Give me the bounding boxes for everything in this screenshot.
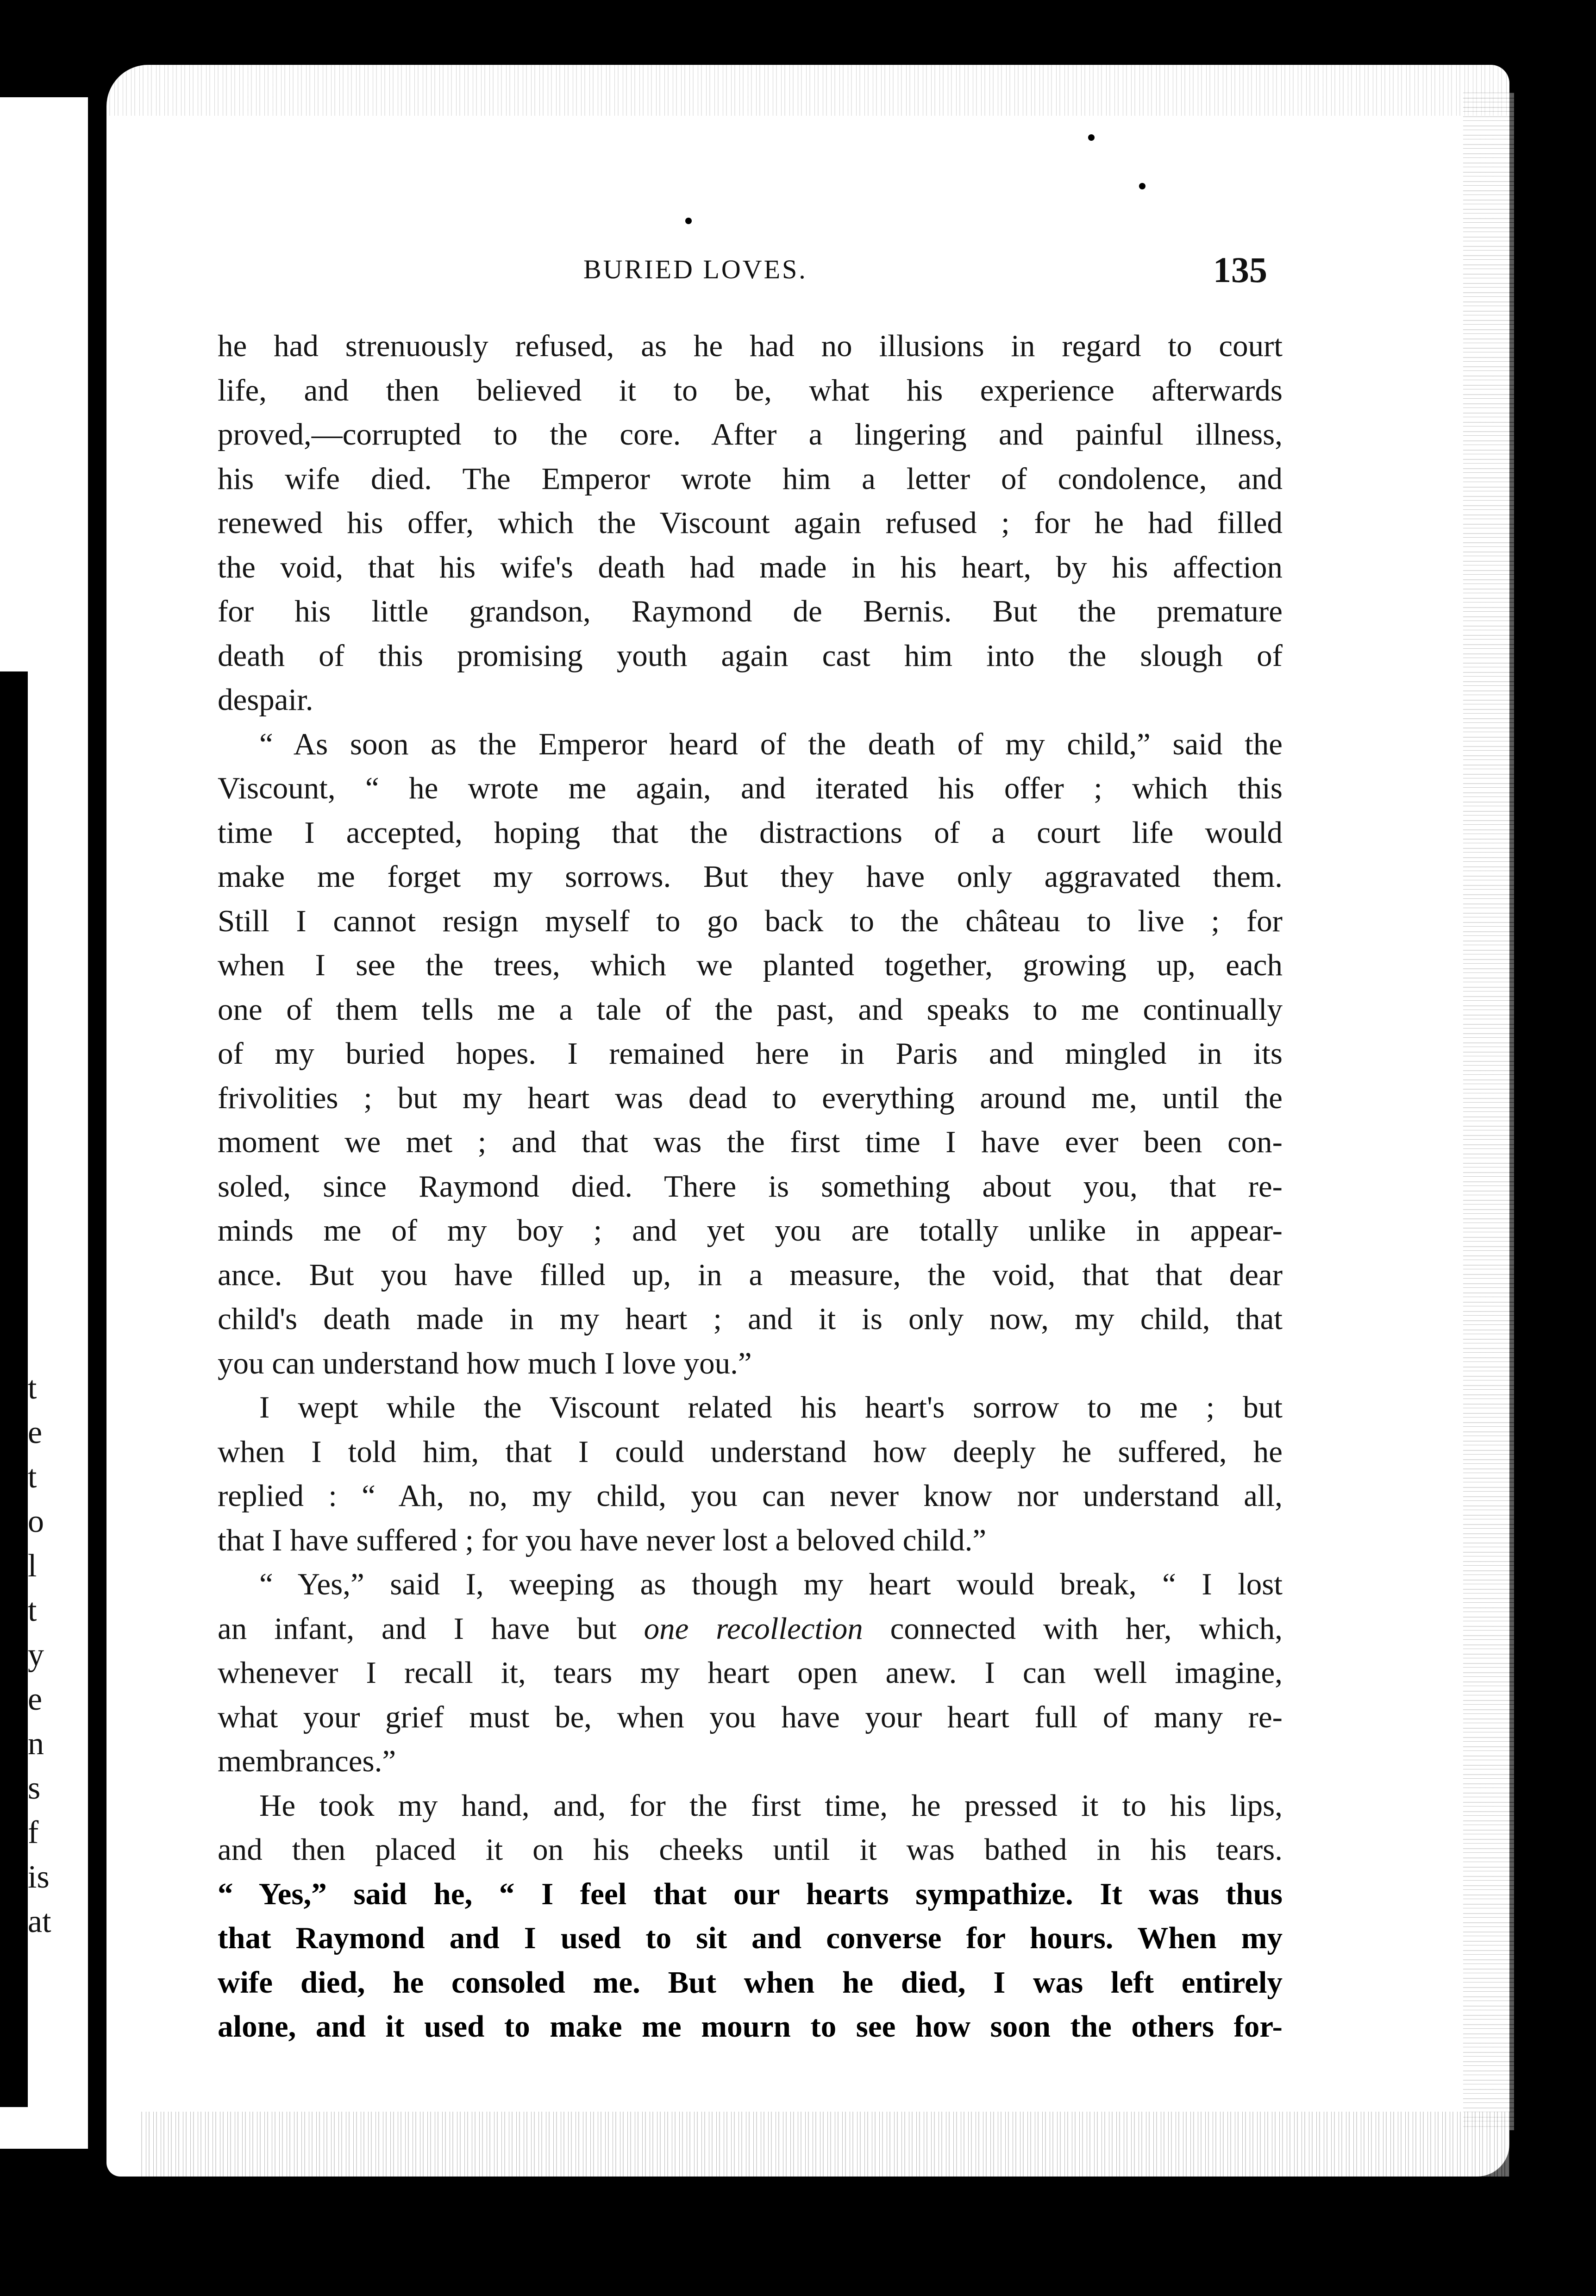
scan-speck	[1139, 183, 1145, 189]
text-line: minds me of my boy ; and yet you are totally unlike in appear-	[218, 1213, 1283, 1248]
scan-noise-bottom	[139, 2112, 1509, 2177]
body-text	[218, 324, 1283, 2049]
facing-letter: l	[28, 1548, 37, 1584]
facing-letter: at	[28, 1904, 51, 1939]
text-line: of my buried hopes. I remained here in Paris and mingled in its	[218, 1036, 1283, 1071]
running-head: BURIED LOVES.	[583, 254, 807, 284]
text-line: soled, since Raymond died. There is something about you, that re-	[218, 1169, 1283, 1204]
scan-speck	[1088, 134, 1095, 141]
text-line: “ As soon as the Emperor heard of the death of my child,” said the	[259, 727, 1283, 761]
text-line: wife died, he consoled me. But when he died, I was left entirely	[218, 1965, 1283, 2000]
page-number: 135	[1213, 250, 1267, 290]
text-line: when I see the trees, which we planted together, growing up, each	[218, 948, 1283, 982]
facing-letter: e	[28, 1415, 43, 1450]
text-line: “ Yes,” said I, weeping as though my heart would break, “ I lost	[259, 1567, 1283, 1601]
emphasized-phrase: one recollection	[644, 1611, 863, 1646]
scan-speck	[685, 218, 692, 224]
text-line: time I accepted, hoping that the distractions of a court life would	[218, 815, 1283, 850]
scan-noise-right	[1463, 93, 1514, 2130]
text-line: moment we met ; and that was the first time I have ever been con-	[218, 1125, 1283, 1159]
text-line: renewed his offer, which the Viscount again refused ; for he had filled	[218, 506, 1283, 540]
text-line: that I have suffered ; for you have never lost a beloved child.”	[218, 1523, 987, 1557]
gutter-shadow	[0, 671, 28, 2107]
facing-letter: t	[28, 1370, 37, 1406]
text-line: I wept while the Viscount related his heart's sorrow to me ; but	[259, 1390, 1283, 1424]
facing-letter: n	[28, 1726, 44, 1762]
text-line: one of them tells me a tale of the past, and speaks to me continually	[218, 992, 1283, 1027]
text-segment: an infant, and I have but	[218, 1611, 617, 1646]
text-segment: connected with her, which,	[890, 1611, 1283, 1646]
text-line: child's death made in my heart ; and it is only now, my child, that	[218, 1302, 1283, 1336]
text-line: what your grief must be, when you have your heart full of many re-	[218, 1700, 1283, 1734]
text-line: and then placed it on his cheeks until it was bathed in his tears.	[218, 1832, 1283, 1867]
facing-page-text-fragments	[28, 1366, 83, 1944]
text-line: despair.	[218, 683, 313, 717]
text-line: “ Yes,” said he, “ I feel that our hearts sympathize. It was thus	[218, 1876, 1283, 1911]
text-line: membrances.”	[218, 1744, 396, 1778]
text-line: for his little grandson, Raymond de Bernis. But the premature	[218, 594, 1283, 628]
text-line: replied : “ Ah, no, my child, you can never know nor understand all,	[218, 1479, 1283, 1513]
facing-letter: f	[28, 1815, 39, 1851]
text-line-with-emphasis	[218, 1607, 1283, 1651]
text-line: life, and then believed it to be, what his experience afterwards	[218, 373, 1283, 408]
text-line: you can understand how much I love you.”	[218, 1346, 752, 1380]
text-line: Still I cannot resign myself to go back to the château to live ; for	[218, 903, 1283, 938]
facing-letter: y	[28, 1637, 44, 1673]
text-line: whenever I recall it, tears my heart open anew. I can well imagine,	[218, 1656, 1283, 1690]
text-line: ance. But you have filled up, in a measure, the void, that that dear	[218, 1257, 1283, 1292]
text-line: alone, and it used to make me mourn to see how soon the others for-	[218, 2009, 1283, 2044]
text-line: when I told him, that I could understand how deeply he suffered, he	[218, 1434, 1283, 1469]
facing-letter: is	[28, 1859, 50, 1895]
text-line: he had strenuously refused, as he had no illusions in regard to court	[218, 329, 1283, 363]
facing-letter: t	[28, 1593, 37, 1628]
text-line: proved,—corrupted to the core. After a lingering and painful illness,	[218, 417, 1283, 452]
text-line: the void, that his wife's death had made in his heart, by his affection	[218, 550, 1283, 584]
text-line: frivolities ; but my heart was dead to everything around me, until the	[218, 1080, 1283, 1115]
facing-letter: s	[28, 1770, 41, 1806]
text-line: death of this promising youth again cast him into the slough of	[218, 638, 1283, 673]
scan-noise-top	[106, 65, 1509, 116]
text-line: make me forget my sorrows. But they have only aggravated them.	[218, 859, 1283, 894]
text-line: his wife died. The Emperor wrote him a letter of condolence, and	[218, 461, 1283, 496]
text-line: that Raymond and I used to sit and converse for hours. When my	[218, 1921, 1283, 1955]
facing-letter: e	[28, 1681, 43, 1717]
text-line: Viscount, “ he wrote me again, and iterated his offer ; which this	[218, 771, 1283, 805]
facing-letter: o	[28, 1504, 44, 1539]
text-line: He took my hand, and, for the first time, he pressed it to his lips,	[259, 1788, 1283, 1823]
facing-letter: t	[28, 1459, 37, 1495]
